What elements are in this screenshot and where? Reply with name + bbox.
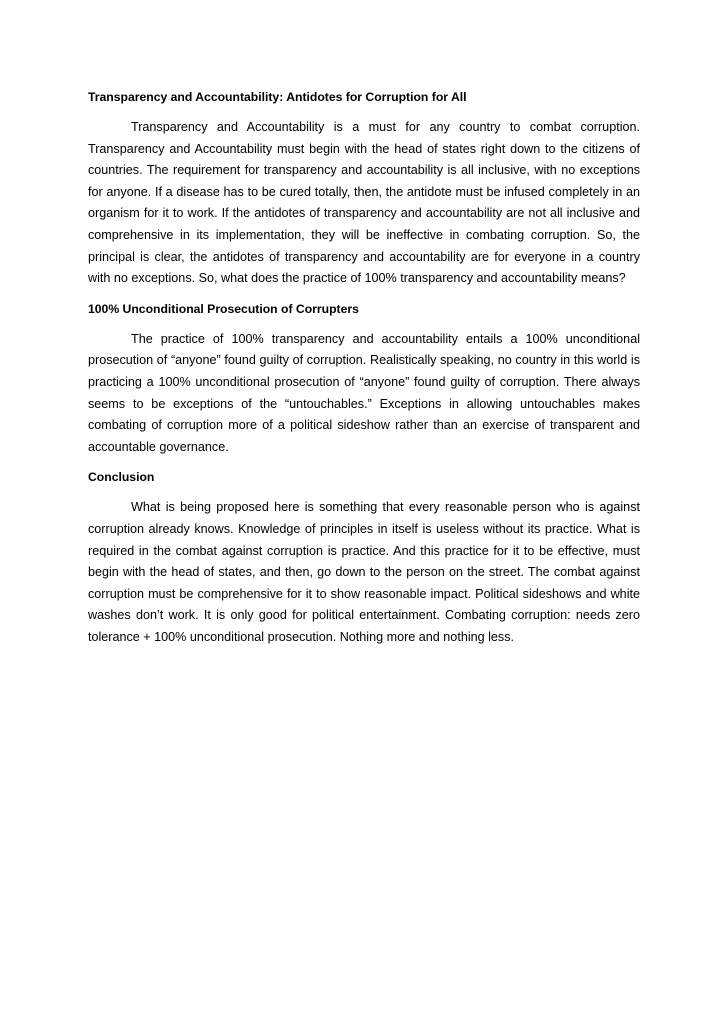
section-heading-conclusion: Conclusion — [88, 470, 155, 485]
conclusion-paragraph: What is being proposed here is something that every reasonable person who is against corruption already knows. Knowledge of principles in itself is useless without its practice. What is required in the combat against corruption is practice. And this practice for it to be effective, must begin with the head of states, and then, go down to the person on the street. The combat against corruption must be comprehensive for it to show reasonable impact. Political sideshows and white washes don’t work. It is only good for political entertainment. Combating corruption: needs zero tolerance + 100% unconditional prosecution. Nothing more and nothing less. — [88, 500, 640, 644]
section-heading-prosecution: 100% Unconditional Prosecution of Corrupters — [88, 301, 359, 316]
document-title: Transparency and Accountability: Antidotes for Corruption for All — [88, 90, 467, 104]
intro-paragraph: Transparency and Accountability is a must for any country to combat corruption. Transparency and Accountability must begin with the head of states right down to the citizens of countries. The requirement for transparency and accountability is all inclusive, with no exceptions for anyone. If a disease has to be cured totally, then, the antidote must be infused completely in an organism for it to work. If the antidotes of transparency and accountability are not all inclusive and comprehensive in its implementation, they will be ineffective in combating corruption. So, the principal is clear, the antidotes of transparency and accountability are for everyone in a country with no exceptions. So, what does the practice of 100% transparency and accountability means? — [88, 120, 640, 286]
document-page — [88, 89, 640, 648]
prosecution-paragraph: The practice of 100% transparency and accountability entails a 100% unconditional prosecution of “anyone” found guilty of corruption. Realistically speaking, no country in this world is practicing a 100% unconditional prosecution of “anyone” found guilty of corruption. There always seems to be exceptions of the “untouchables.” Exceptions in allowing untouchables makes combating of corruption more of a political sideshow rather than an exercise of transparent and accountable governance. — [88, 331, 640, 454]
